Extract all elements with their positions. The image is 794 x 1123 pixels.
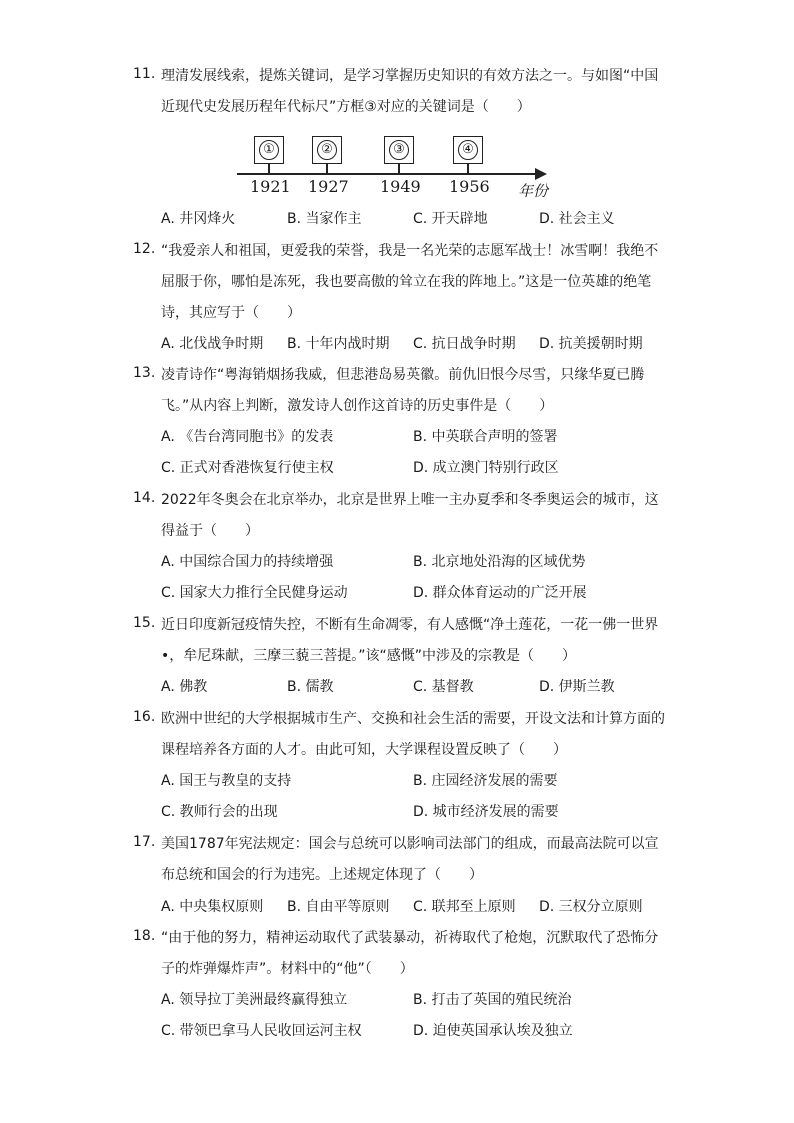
question-number: 12. [133, 241, 156, 257]
option-d: D. 城市经济发展的需要 [413, 804, 559, 820]
stem-line: 课程培养各方面的人才。由此可知，大学课程设置反映了（ ） [161, 742, 567, 758]
stem-line: 飞。”从内容上判断，激发诗人创作这首诗的历史事件是（ ） [161, 398, 554, 414]
option-d: D. 抗美援朝时期 [539, 336, 643, 352]
question-12 [133, 241, 673, 361]
timeline-tick [326, 164, 328, 174]
option-a: A. 北伐战争时期 [161, 336, 264, 352]
option-a: A. 《告台湾同胞书》的发表 [161, 429, 334, 445]
stem-line: 理清发展线索，提炼关键词，是学习掌握历史知识的有效方法之一。与如图“中国 [161, 68, 659, 84]
stem-line: 2022年冬奥会在北京举办，北京是世界上唯一主办夏季和冬季奥运会的城市，这 [161, 492, 659, 508]
option-b: B. 庄园经济发展的需要 [413, 773, 558, 789]
timeline-box: ② [312, 136, 342, 164]
timeline-figure [232, 130, 562, 200]
question-number: 11. [133, 66, 156, 82]
option-a: A. 中国综合国力的持续增强 [161, 554, 334, 570]
stem-line: 欧洲中世纪的大学根据城市生产、交换和社会生活的需要，开设文法和计算方面的 [161, 711, 665, 727]
option-c: C. 联邦至上原则 [413, 899, 516, 915]
option-a: A. 井冈烽火 [161, 211, 236, 227]
option-d: D. 社会主义 [539, 211, 615, 227]
stem-line: •，牟尼珠献，三摩三藐三菩提。”该“感慨”中涉及的宗教是（ ） [161, 648, 577, 664]
stem-line: 子的炸弹爆炸声”。材料中的“他”（ ） [161, 961, 414, 977]
option-a: A. 佛教 [161, 679, 208, 695]
timeline-year: 1949 [380, 177, 421, 196]
arrow-icon [535, 168, 547, 180]
question-number: 15. [133, 615, 156, 631]
option-d: D. 迫使英国承认埃及独立 [413, 1023, 573, 1039]
question-11-options [133, 209, 673, 231]
option-a: A. 中央集权原则 [161, 899, 264, 915]
stem-line: 美国1787年宪法规定：国会与总统可以影响司法部门的组成，而最高法院可以宣 [161, 836, 659, 852]
timeline-unit-label: 年份 [518, 182, 549, 200]
stem-line: “由于他的努力，精神运动取代了武装暴动，祈祷取代了枪炮，沉默取代了恐怖分 [161, 930, 659, 946]
question-16 [133, 709, 673, 829]
timeline-tick [398, 164, 400, 174]
stem-line: 屈服于你，哪怕是冻死，我也要高傲的耸立在我的阵地上。”这是一位英雄的绝笔 [161, 274, 652, 290]
timeline-box: ④ [453, 136, 483, 164]
timeline-year: 1921 [250, 177, 291, 196]
question-number: 13. [133, 365, 156, 381]
option-d: D. 成立澳门特别行政区 [413, 460, 559, 476]
option-d: D. 三权分立原则 [539, 899, 643, 915]
timeline-box: ① [254, 136, 284, 164]
timeline-tick [268, 164, 270, 174]
option-b: B. 儒教 [287, 679, 334, 695]
option-b: B. 十年内战时期 [287, 336, 390, 352]
stem-line: 凌青诗作“粤海销烟扬我威，但悲港岛易英徽。前仇旧恨今尽雪，只缘华夏已腾 [161, 367, 645, 383]
option-c: C. 开天辟地 [413, 211, 488, 227]
timeline-axis [237, 173, 537, 175]
stem-line: 得益于（ ） [161, 523, 259, 539]
option-c: C. 正式对香港恢复行使主权 [161, 460, 334, 476]
option-a: A. 国王与教皇的支持 [161, 773, 292, 789]
question-18 [133, 928, 673, 1048]
option-b: B. 中英联合声明的签署 [413, 429, 558, 445]
timeline-year: 1927 [308, 177, 349, 196]
question-15 [133, 615, 673, 705]
option-d: D. 伊斯兰教 [539, 679, 615, 695]
option-c: C. 教师行会的出现 [161, 804, 278, 820]
option-a: A. 领导拉丁美洲最终赢得独立 [161, 992, 348, 1008]
timeline-box: ③ [384, 136, 414, 164]
stem-line: 近日印度新冠疫情失控，不断有生命凋零，有人感慨“净土莲花，一花一佛一世界 [161, 617, 659, 633]
option-b: B. 当家作主 [287, 211, 362, 227]
question-14 [133, 490, 673, 610]
stem-line: 诗，其应写于（ ） [161, 305, 301, 321]
stem-line: “我爱亲人和祖国，更爱我的荣誉，我是一名光荣的志愿军战士！冰雪啊！我绝不 [161, 243, 659, 259]
option-c: C. 国家大力推行全民健身运动 [161, 585, 348, 601]
option-d: D. 群众体育运动的广泛开展 [413, 585, 587, 601]
stem-line: 近现代史发展历程年代标尺”方框③对应的关键词是（ ） [161, 99, 531, 115]
option-c: C. 抗日战争时期 [413, 336, 516, 352]
question-number: 14. [133, 490, 156, 506]
question-number: 17. [133, 834, 156, 850]
question-number: 18. [133, 928, 156, 944]
stem-line: 布总统和国会的行为违宪。上述规定体现了（ ） [161, 867, 483, 883]
timeline-year: 1956 [449, 177, 490, 196]
option-b: B. 北京地处沿海的区域优势 [413, 554, 586, 570]
option-c: C. 基督教 [413, 679, 474, 695]
question-number: 16. [133, 709, 156, 725]
question-13 [133, 365, 673, 485]
option-c: C. 带领巴拿马人民收回运河主权 [161, 1023, 362, 1039]
option-b: B. 打击了英国的殖民统治 [413, 992, 572, 1008]
timeline-tick [467, 164, 469, 174]
option-b: B. 自由平等原则 [287, 899, 390, 915]
question-17 [133, 834, 673, 924]
